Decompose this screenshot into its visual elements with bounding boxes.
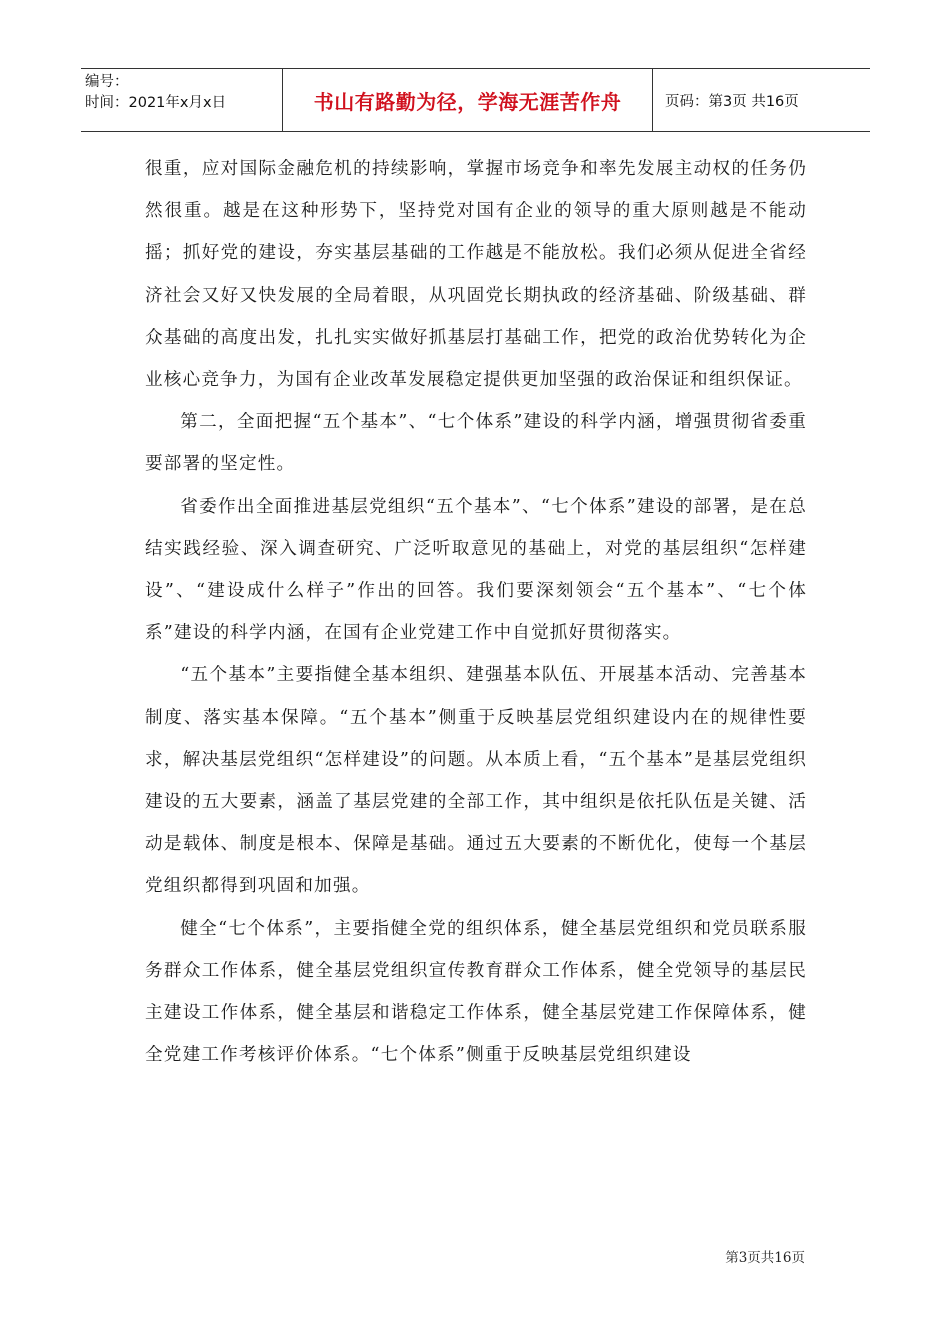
- paragraph: 省委作出全面推进基层党组织“五个基本”、“七个体系”建设的部署，是在总结实践经验、深入调查研究、广泛听取意见的基础上，对党的基层组织“怎样建设”、“建设成什么样子”作出的回答。我们要深刻领会“五个基本”、“七个体系”建设的科学内涵，在国有企业党建工作中自觉抓好贯彻落实。: [145, 496, 807, 644]
- header-meta: [81, 69, 282, 131]
- header-page-info: 页码：第3页 共16页: [665, 93, 799, 110]
- document-number-label: 编号：: [85, 74, 129, 90]
- paragraph: 很重，应对国际金融危机的持续影响，掌握市场竞争和率先发展主动权的任务仍然很重。越是在这种形势下，坚持党对国有企业的领导的重大原则越是不能动摇；抓好党的建设，夯实基层基础的工作越是不能放松。我们必须从促进全省经济社会又好又快发展的全局着眼，从巩固党长期执政的经济基础、阶级基础、群众基础的高度出发，扎扎实实做好抓基层打基础工作，把党的政治优势转化为企业核心竞争力，为国有企业改革发展稳定提供更加坚强的政治保证和组织保证。: [145, 159, 807, 391]
- paragraph: 健全“七个体系”，主要指健全党的组织体系，健全基层党组织和党员联系服务群众工作体系，健全基层党组织宣传教育群众工作体系，健全党领导的基层民主建设工作体系，健全基层和谐稳定工作体系，健全基层党建工作保障体系，健全党建工作考核评价体系。“七个体系”侧重于反映基层党组织建设: [145, 918, 807, 1066]
- paragraph: “五个基本”主要指健全基本组织、建强基本队伍、开展基本活动、完善基本制度、落实基本保障。“五个基本”侧重于反映基层党组织建设内在的规律性要求，解决基层党组织“怎样建设”的问题。从本质上看，“五个基本”是基层党组织建设的五大要素，涵盖了基层党建的全部工作，其中组织是依托队伍是关键、活动是载体、制度是根本、保障是基础。通过五大要素的不断优化，使每一个基层党组织都得到巩固和加强。: [145, 665, 807, 897]
- page-footer: 第3页共16页: [725, 1250, 805, 1266]
- paragraph-heading: 第二，全面把握“五个基本”、“七个体系”建设的科学内涵，增强贯彻省委重要部署的坚定性。: [145, 412, 807, 475]
- document-body: [145, 148, 807, 1076]
- document-date: 时间：2021年x月x日: [85, 95, 227, 111]
- header-motto: 书山有路勤为径，学海无涯苦作舟: [282, 69, 653, 131]
- page-header: [81, 68, 870, 132]
